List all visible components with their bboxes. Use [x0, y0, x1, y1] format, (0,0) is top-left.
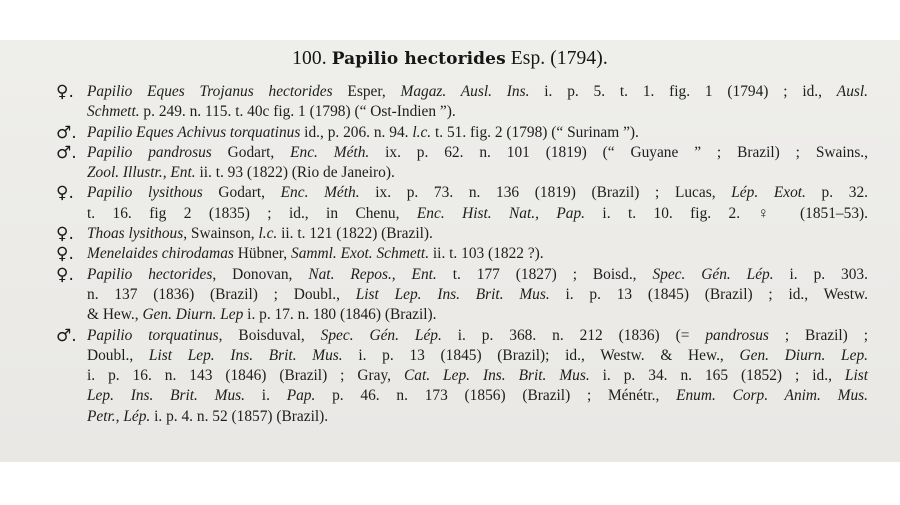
- entry-line: [87, 204, 868, 224]
- italic-citation-text: l.c.: [412, 123, 432, 141]
- entry-line: [87, 183, 868, 203]
- citation-text: Godart,: [211, 143, 291, 161]
- citation-text: i. t. 10. fig. 2. ♀ (1851–53).: [585, 204, 868, 222]
- citation-text: ; Brazil) ;: [768, 326, 868, 344]
- entry-line: [87, 285, 868, 305]
- citation-text: i. p. 368. n. 212 (1836) (=: [441, 326, 706, 344]
- italic-citation-text: List: [844, 367, 868, 385]
- citation-text: Doubl.,: [87, 346, 149, 364]
- citation-text: ii. t. 103 (1822 ?).: [429, 245, 544, 263]
- italic-citation-text: Nat. Repos., Ent.: [308, 265, 437, 283]
- entry-line: [87, 123, 868, 143]
- heading-species-name: Papilio hectorides: [331, 49, 506, 69]
- italic-citation-text: Pap.: [286, 387, 316, 405]
- italic-citation-text: Ausl.: [836, 83, 869, 100]
- citation-text: i. p. 303.: [773, 265, 868, 283]
- italic-citation-text: Papilio Eques Achivus torquatinus: [87, 123, 301, 141]
- italic-citation-text: Schmett.: [87, 103, 140, 121]
- italic-citation-text: Thoas lysithous: [87, 225, 184, 243]
- italic-citation-text: Papilio Eques Trojanus hectorides: [87, 83, 333, 100]
- italic-citation-text: Spec. Gén. Lép.: [652, 265, 774, 283]
- citation-text: i. p. 4. n. 52 (1857) (Brazil).: [150, 407, 329, 425]
- citation-text: Hübner,: [233, 245, 291, 263]
- male-symbol-icon: ♂.: [56, 142, 77, 163]
- italic-citation-text: l.c.: [258, 225, 278, 243]
- citation-text: n. 137 (1836) (Brazil) ; Doubl.,: [87, 285, 356, 303]
- italic-citation-text: Enum. Corp. Anim. Mus.: [676, 387, 869, 405]
- synonymy-entry: [56, 244, 868, 264]
- entry-line: [87, 326, 868, 346]
- male-symbol-icon: ♂.: [56, 325, 77, 346]
- citation-text: i. p. 16. n. 143 (1846) (Brazil) ; Gray,: [87, 367, 404, 385]
- synonymy-entry: [56, 224, 868, 244]
- italic-citation-text: Enc. Méth.: [290, 143, 370, 161]
- entry-line: [87, 366, 868, 386]
- synonymy-entry: [56, 326, 868, 427]
- citation-text: ii. t. 93 (1822) (Rio de Janeiro).: [195, 164, 395, 182]
- italic-citation-text: Menelaides chirodamas: [87, 245, 234, 263]
- citation-text: ix. p. 73. n. 136 (1819) (Brazil) ; Lucas,: [359, 184, 732, 202]
- female-symbol-icon: ♀.: [56, 264, 74, 285]
- italic-citation-text: Magaz. Ausl. Ins.: [400, 83, 530, 100]
- italic-citation-text: Papilio lysithous: [87, 184, 203, 202]
- italic-citation-text: Spec. Gén. Lép.: [320, 326, 442, 344]
- entry-line: [87, 82, 868, 102]
- female-symbol-icon: ♀.: [56, 183, 74, 204]
- italic-citation-text: Cat. Lep. Ins. Brit. Mus.: [404, 367, 590, 385]
- italic-citation-text: Enc. Méth.: [280, 184, 360, 202]
- citation-text: i. p. 34. n. 165 (1852) ; id.,: [589, 367, 845, 385]
- citation-text: t. 51. fig. 2 (1798) (“ Surinam ”).: [431, 123, 639, 141]
- citation-text: i. p. 13 (1845) (Brazil) ; id., Westw.: [549, 285, 868, 303]
- entry-line: [87, 143, 868, 163]
- italic-citation-text: Petr., Lép.: [87, 407, 151, 425]
- citation-text: ii. t. 121 (1822) (Brazil).: [277, 225, 433, 243]
- citation-text: Godart,: [202, 184, 281, 202]
- male-symbol-icon: ♂.: [56, 122, 77, 143]
- citation-text: i. p. 5. t. 1. fig. 1 (1794) ; id.,: [529, 83, 837, 100]
- synonymy-entry: [56, 143, 868, 184]
- citation-text: ix. p. 62. n. 101 (1819) (“ Guyane ” ; Brazil) ; Swains.,: [369, 143, 869, 161]
- citation-text: i.: [245, 387, 287, 405]
- italic-citation-text: Samml. Exot. Schmett.: [291, 245, 430, 263]
- italic-citation-text: pandrosus: [705, 326, 769, 344]
- italic-citation-text: Papilio torquatinus: [87, 326, 219, 344]
- heading-author: Esp.: [510, 48, 546, 69]
- entry-line: [87, 244, 868, 264]
- synonymy-entry: [56, 183, 868, 224]
- citation-text: p. 32.: [805, 184, 869, 202]
- synonymy-entry: [56, 82, 868, 123]
- citation-text: p. 249. n. 115. t. 40c fig. 1 (1798) (“ Ost-Indien ”).: [139, 103, 456, 121]
- entry-line: [87, 163, 868, 183]
- entry-line: [87, 102, 868, 122]
- scanned-page: [0, 40, 900, 462]
- female-symbol-icon: ♀.: [56, 224, 74, 245]
- italic-citation-text: List Lep. Ins. Brit. Mus.: [148, 346, 343, 364]
- heading-number: 100.: [292, 48, 327, 69]
- synonymy-entry: [56, 123, 868, 143]
- entry-line: [87, 305, 868, 325]
- synonymy-list: [56, 82, 868, 427]
- citation-text: Esper,: [332, 83, 401, 100]
- citation-text: , Boisduval,: [218, 326, 321, 344]
- entry-line: [87, 346, 868, 366]
- italic-citation-text: List Lep. Ins. Brit. Mus.: [355, 285, 550, 303]
- citation-text: i. p. 13 (1845) (Brazil); id., Westw. & Hew.,: [342, 346, 740, 364]
- entry-line: [87, 224, 868, 244]
- citation-text: , Donovan,: [212, 265, 309, 283]
- italic-citation-text: Gen. Diurn. Lep: [142, 306, 244, 324]
- species-heading: [0, 48, 900, 70]
- heading-year: (1794).: [550, 48, 608, 69]
- entry-line: [87, 407, 868, 427]
- entry-line: [87, 386, 868, 406]
- citation-text: i. p. 17. n. 180 (1846) (Brazil).: [243, 306, 437, 324]
- citation-text: & Hew.,: [87, 306, 143, 324]
- italic-citation-text: Lép. Exot.: [731, 184, 806, 202]
- citation-text: , Swainson,: [183, 225, 259, 243]
- citation-text: t. 16. fig 2 (1835) ; id., in Chenu,: [87, 204, 417, 222]
- citation-text: id., p. 206. n. 94.: [300, 123, 413, 141]
- italic-citation-text: Enc. Hist. Nat., Pap.: [416, 204, 586, 222]
- synonymy-entry: [56, 265, 868, 326]
- italic-citation-text: Lep. Ins. Brit. Mus.: [87, 387, 246, 405]
- citation-text: p. 46. n. 173 (1856) (Brazil) ; Ménétr.,: [315, 387, 677, 405]
- italic-citation-text: Zool. Illustr., Ent.: [87, 164, 196, 182]
- entry-line: [87, 265, 868, 285]
- female-symbol-icon: ♀.: [56, 82, 74, 102]
- female-symbol-icon: ♀.: [56, 244, 74, 265]
- italic-citation-text: Papilio pandrosus: [87, 143, 212, 161]
- citation-text: t. 177 (1827) ; Boisd.,: [436, 265, 653, 283]
- italic-citation-text: Gen. Diurn. Lep.: [739, 346, 868, 364]
- italic-citation-text: Papilio hectorides: [87, 265, 213, 283]
